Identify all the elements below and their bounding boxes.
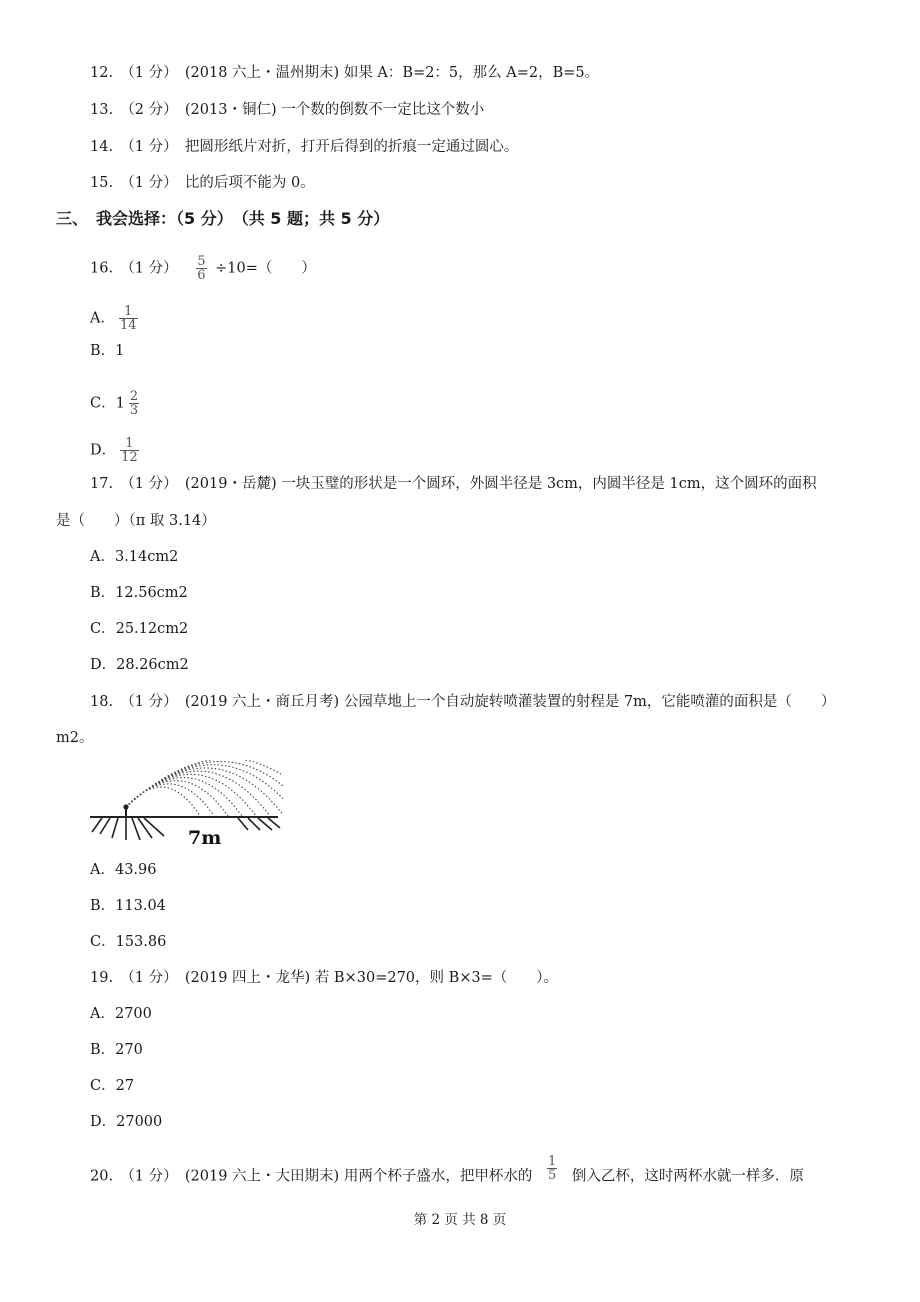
q16-option-c: C．1 $\frac{2}{3}$ xyxy=(90,389,139,418)
sprinkler-range-label: 7m xyxy=(188,827,222,849)
q18-option-c: C．153.86 xyxy=(90,934,167,950)
section-heading: 三、 我会选择：（5 分） （共 5 题；共 5 分） xyxy=(56,209,390,228)
spray-arc xyxy=(126,771,270,816)
q19-option-c: C．27 xyxy=(90,1078,135,1094)
spray-arc xyxy=(126,781,228,816)
q19-option-d: D．27000 xyxy=(90,1114,163,1130)
sprinkler-figure xyxy=(88,760,283,850)
question-17-line-1: 17. （1 分） (2019・岳麓) 一块玉璧的形状是一个圆环，外圆半径是 3cm，内圆半径是 1cm，这个圆环的面积 xyxy=(90,476,817,492)
spray-arc xyxy=(126,765,283,816)
question-18-line-2: m2。 xyxy=(56,730,94,746)
q17-option-d: D．28.26cm2 xyxy=(90,657,189,673)
question-20 xyxy=(90,1154,804,1190)
spray-arc xyxy=(126,768,283,816)
question-18-line-1: 18. （1 分） (2019 六上・商丘月考) 公园草地上一个自动旋转喷灌装置的射程是 7m，它能喷灌的面积是（ ） xyxy=(90,694,836,710)
spray-arc xyxy=(126,787,200,816)
q16-option-b: B．1 xyxy=(90,343,125,359)
question-13: 13. （2 分） (2013・铜仁) 一个数的倒数不一定比这个数小 xyxy=(90,102,485,118)
question-17-line-2: 是（ ）（π 取 3.14） xyxy=(56,513,216,529)
fraction-5-6: $\frac{5}{6}$ xyxy=(197,254,206,283)
question-20-suffix: 倒入乙杯，这时两杯水就一样多．原 xyxy=(571,1168,804,1185)
fraction-1-14: $\frac{1}{14}$ xyxy=(119,304,137,333)
question-12: 12. （1 分） (2018 六上・温州期末) 如果 A：B=2：5，那么 A=2，B=5。 xyxy=(90,65,600,81)
q17-option-a: A．3.14cm2 xyxy=(90,549,179,565)
question-16 xyxy=(90,255,316,282)
q16-option-d: D． $\frac{1}{12}$ xyxy=(90,436,138,465)
question-20-prefix: 20. （1 分） (2019 六上・大田期末) 用两个杯子盛水，把甲杯水的 xyxy=(90,1168,533,1185)
q18-option-a: A．43.96 xyxy=(90,862,157,878)
q17-option-c: C．25.12cm2 xyxy=(90,621,189,637)
q16-option-a: A． $\frac{1}{14}$ xyxy=(90,304,137,333)
q17-option-b: B．12.56cm2 xyxy=(90,585,188,601)
question-16-prefix: 16. （1 分） xyxy=(90,260,178,277)
fraction-1-5: $\frac{1}{5}$ xyxy=(547,1154,557,1183)
spray-arc xyxy=(126,774,256,816)
fraction-2-3: $\frac{2}{3}$ xyxy=(129,389,139,418)
spray-arc xyxy=(126,784,214,816)
fraction-1-12: $\frac{1}{12}$ xyxy=(121,436,138,465)
q19-option-a: A．2700 xyxy=(90,1006,152,1022)
question-19: 19. （1 分） (2019 四上・龙华) 若 B×30=270，则 B×3=（ ）。 xyxy=(90,970,559,986)
q19-option-b: B．270 xyxy=(90,1042,143,1058)
question-15: 15. （1 分） 比的后项不能为 0。 xyxy=(90,175,315,191)
question-16-suffix: ÷10=（ ） xyxy=(215,260,316,277)
question-14: 14. （1 分） 把圆形纸片对折，打开后得到的折痕一定通过圆心。 xyxy=(90,139,519,155)
page-footer: 第 2 页 共 8 页 xyxy=(413,1212,507,1228)
q18-option-b: B．113.04 xyxy=(90,898,166,914)
